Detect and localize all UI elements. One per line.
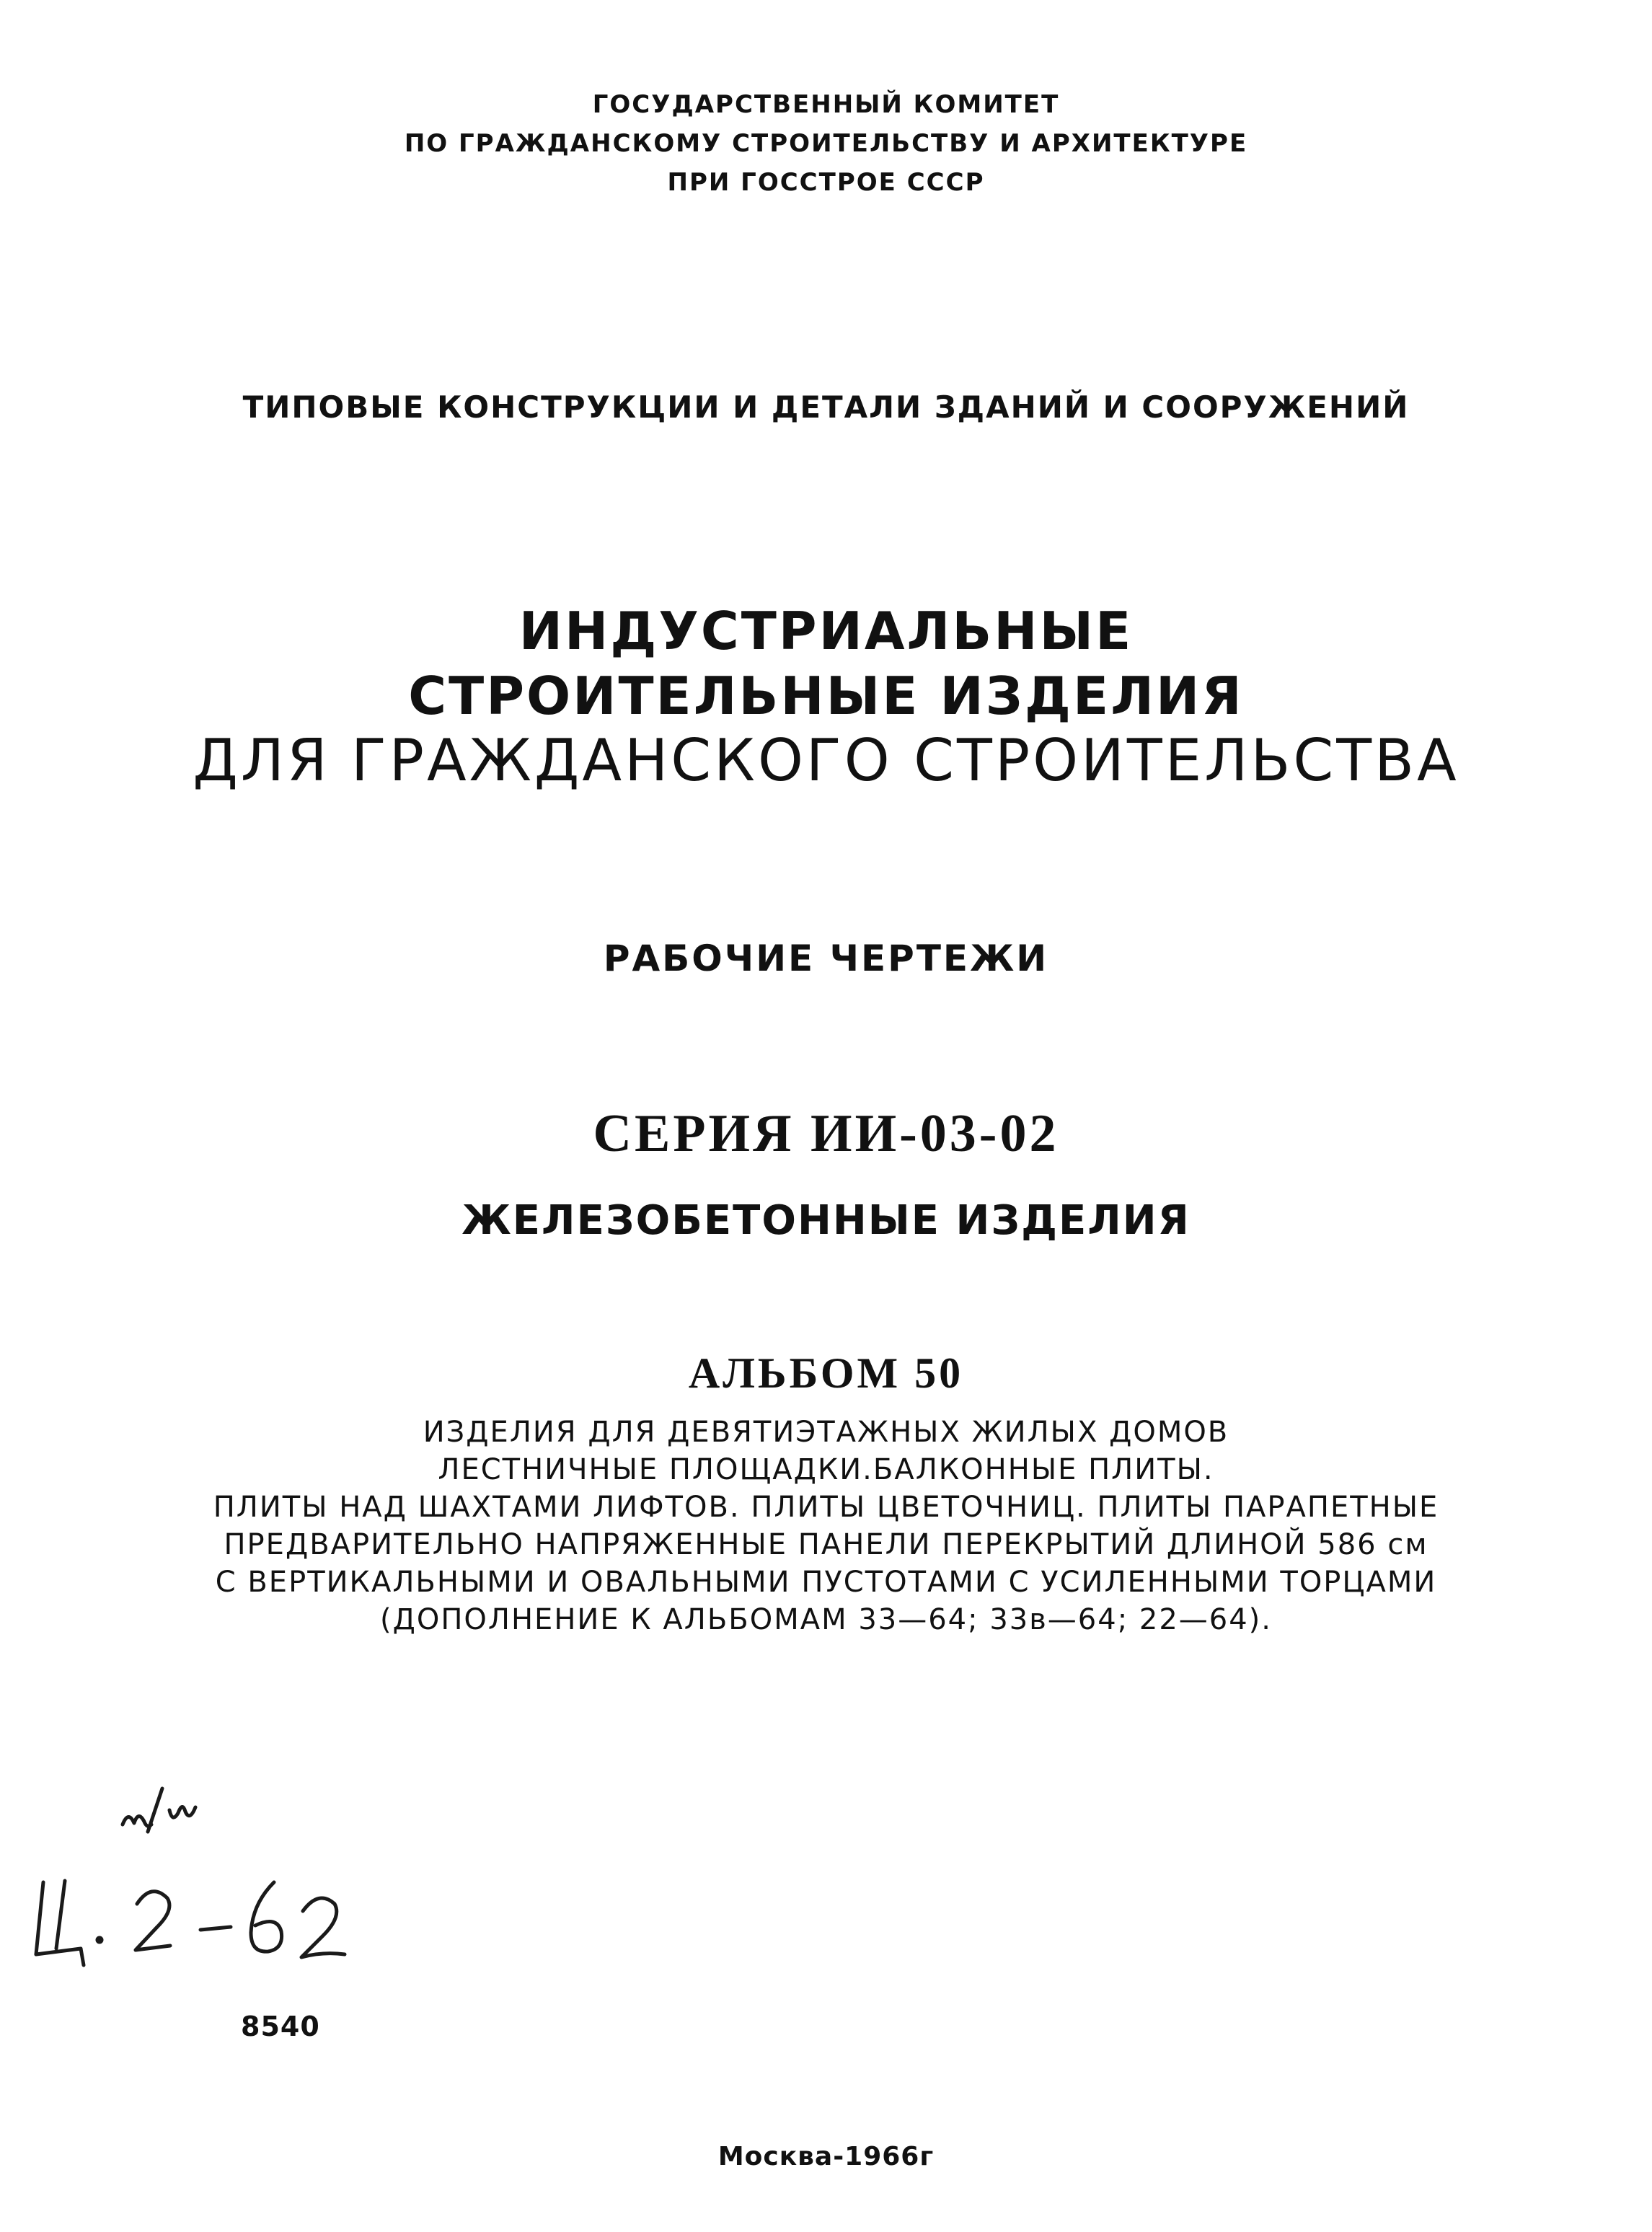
- main-title-line-2: СТРОИТЕЛЬНЫЕ ИЗДЕЛИЯ: [408, 666, 1244, 726]
- album-desc-line-4: ПРЕДВАРИТЕЛЬНО НАПРЯЖЕННЫЕ ПАНЕЛИ ПЕРЕКРЫТИЙ ДЛИНОЙ 586 см: [224, 1528, 1428, 1561]
- album-desc-line-6: (ДОПОЛНЕНИЕ К АЛЬБОМАМ 33—64; 33в—64; 22—64).: [379, 1603, 1272, 1636]
- authority-line-1: ГОСУДАРСТВЕННЫЙ КОМИТЕТ: [592, 90, 1060, 119]
- catalog-number: 8540: [241, 2011, 320, 2042]
- drawings-label: РАБОЧИЕ ЧЕРТЕЖИ: [603, 938, 1049, 979]
- album-description: [0, 1413, 1652, 1638]
- album-desc-line-3: ПЛИТЫ НАД ШАХТАМИ ЛИФТОВ. ПЛИТЫ ЦВЕТОЧНИЦ. ПЛИТЫ ПАРАПЕТНЫЕ: [213, 1491, 1439, 1524]
- album-title: АЛЬБОМ 50: [688, 1349, 964, 1397]
- main-title-line-3: ДЛЯ ГРАЖДАНСКОГО СТРОИТЕЛЬСТВА: [193, 727, 1459, 794]
- album-desc-line-2: ЛЕСТНИЧНЫЕ ПЛОЩАДКИ.БАЛКОННЫЕ ПЛИТЫ.: [438, 1453, 1214, 1486]
- publication-place-year: Москва-1966г: [717, 2142, 935, 2171]
- album-desc-line-5: С ВЕРТИКАЛЬНЫМИ И ОВАЛЬНЫМИ ПУСТОТАМИ С УСИЛЕННЫМИ ТОРЦАМИ: [215, 1566, 1437, 1599]
- series-title: ТИПОВЫЕ КОНСТРУКЦИИ И ДЕТАЛИ ЗДАНИЙ И СООРУЖЕНИЙ: [242, 389, 1410, 425]
- main-title-line-1: ИНДУСТРИАЛЬНЫЕ: [518, 601, 1134, 661]
- album-desc-line-1: ИЗДЕЛИЯ ДЛЯ ДЕВЯТИЭТАЖНЫХ ЖИЛЫХ ДОМОВ: [423, 1416, 1229, 1449]
- series-code: СЕРИЯ ИИ-03-02: [593, 1104, 1059, 1163]
- main-title: [0, 599, 1652, 793]
- authority-line-2: ПО ГРАЖДАНСКОМУ СТРОИТЕЛЬСТВУ И АРХИТЕКТУРЕ: [404, 129, 1248, 158]
- handwritten-annotation: [14, 1760, 404, 2019]
- products-label: ЖЕЛЕЗОБЕТОННЫЕ ИЗДЕЛИЯ: [461, 1197, 1191, 1244]
- issuing-authority: [0, 85, 1652, 202]
- authority-line-3: ПРИ ГОССТРОЕ СССР: [667, 168, 985, 197]
